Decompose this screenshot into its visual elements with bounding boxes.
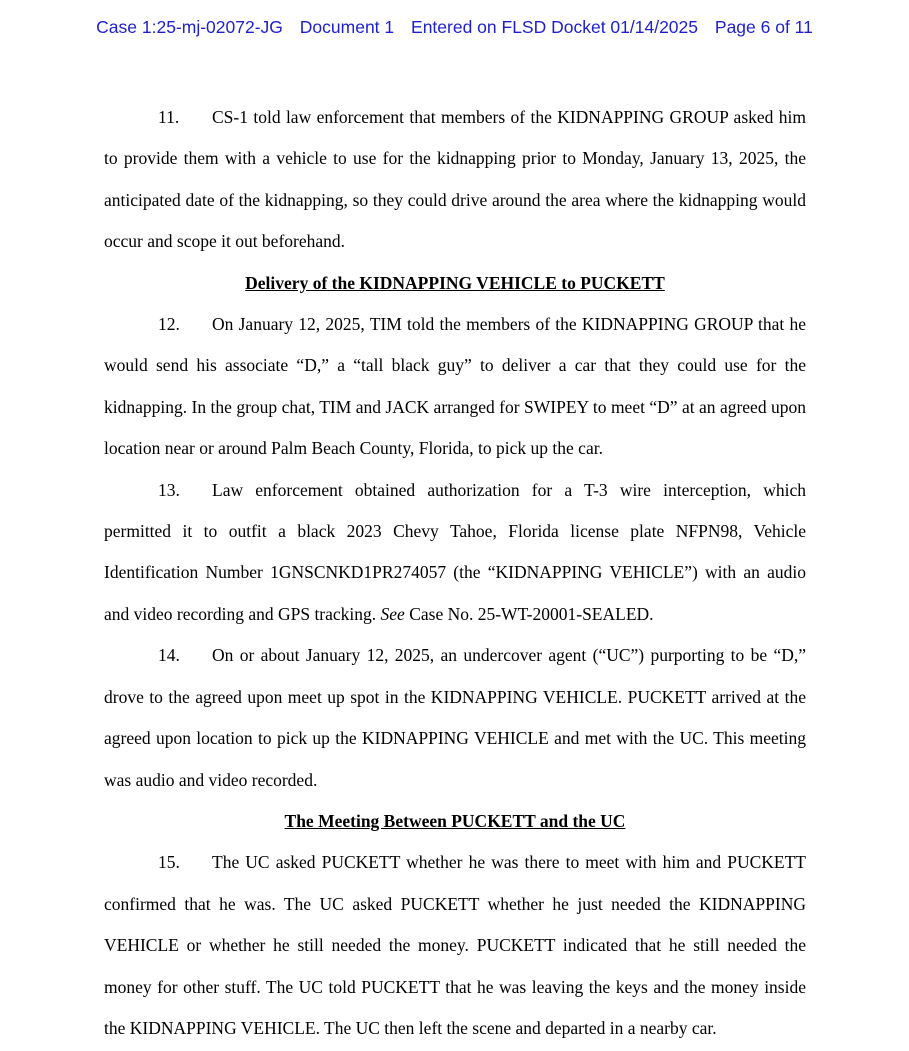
section-heading-meeting: The Meeting Between PUCKETT and the UC	[284, 810, 626, 831]
paragraph-12	[104, 304, 806, 470]
docket-header	[0, 16, 909, 38]
paragraph-text: On January 12, 2025, TIM told the members of the KIDNAPPING GROUP that he would send his associate “D,” a “tall black guy” to deliver a car that they could use for the kidnapping. In the group chat, TIM and JACK arranged for SWIPEY to meet “D” at an agreed upon location near or around Palm Beach County, Florida, to pick up the car.	[104, 314, 806, 459]
paragraph-11	[104, 97, 806, 263]
paragraph-number: 15.	[158, 852, 180, 873]
paragraph-text: Law enforcement obtained authorization for a T-3 wire interception, which permitted it to outfit a black 2023 Chevy Tahoe, Florida license plate NFPN98, Vehicle Identification Number 1GNSCNKD1PR274057 (the “KIDNAPPING VEHICLE”) with an audio and video recording and GPS tracking.	[104, 479, 806, 624]
paragraph-text-citation: Case No. 25-WT-20001-SEALED.	[404, 603, 654, 624]
paragraph-number: 13.	[158, 479, 180, 500]
docket-entry: Entered on FLSD Docket 01/14/2025	[411, 17, 699, 37]
case-number: Case 1:25-mj-02072-JG	[96, 17, 283, 37]
citation-signal: See	[380, 603, 405, 624]
paragraph-number: 14.	[158, 645, 180, 666]
paragraph-14	[104, 635, 806, 801]
page-number: Page 6 of 11	[714, 17, 813, 37]
paragraph-number: 12.	[158, 314, 180, 335]
paragraph-text: The UC asked PUCKETT whether he was there to meet with him and PUCKETT confirmed that he was. The UC asked PUCKETT whether he just needed the KIDNAPPING VEHICLE or whether he still needed the money. PUCKETT indicated that he still needed the money for other stuff. The UC told PUCKETT that he was leaving the keys and the money inside the KIDNAPPING VEHICLE. The UC then left the scene and departed in a nearby car.	[104, 852, 806, 1038]
section-heading-delivery: Delivery of the KIDNAPPING VEHICLE to PUCKETT	[245, 272, 665, 293]
paragraph-number: 11.	[158, 107, 180, 127]
document-body	[104, 97, 806, 1049]
document-number: Document 1	[299, 17, 395, 37]
paragraph-15	[104, 842, 806, 1049]
paragraph-text: On or about January 12, 2025, an undercover agent (“UC”) purporting to be “D,” drove to the agreed upon meet up spot in the KIDNAPPING VEHICLE. PUCKETT arrived at the agreed upon location to pick up the KIDNAPPING VEHICLE and met with the UC. This meeting was audio and video recorded.	[104, 645, 806, 790]
paragraph-13	[104, 470, 806, 636]
paragraph-text: CS-1 told law enforcement that members of the KIDNAPPING GROUP asked him to provide them with a vehicle to use for the kidnapping prior to Monday, January 13, 2025, the anticipated date of the kidnapping, so they could drive around the area where the kidnapping would occur and scope it out beforehand.	[104, 107, 806, 252]
